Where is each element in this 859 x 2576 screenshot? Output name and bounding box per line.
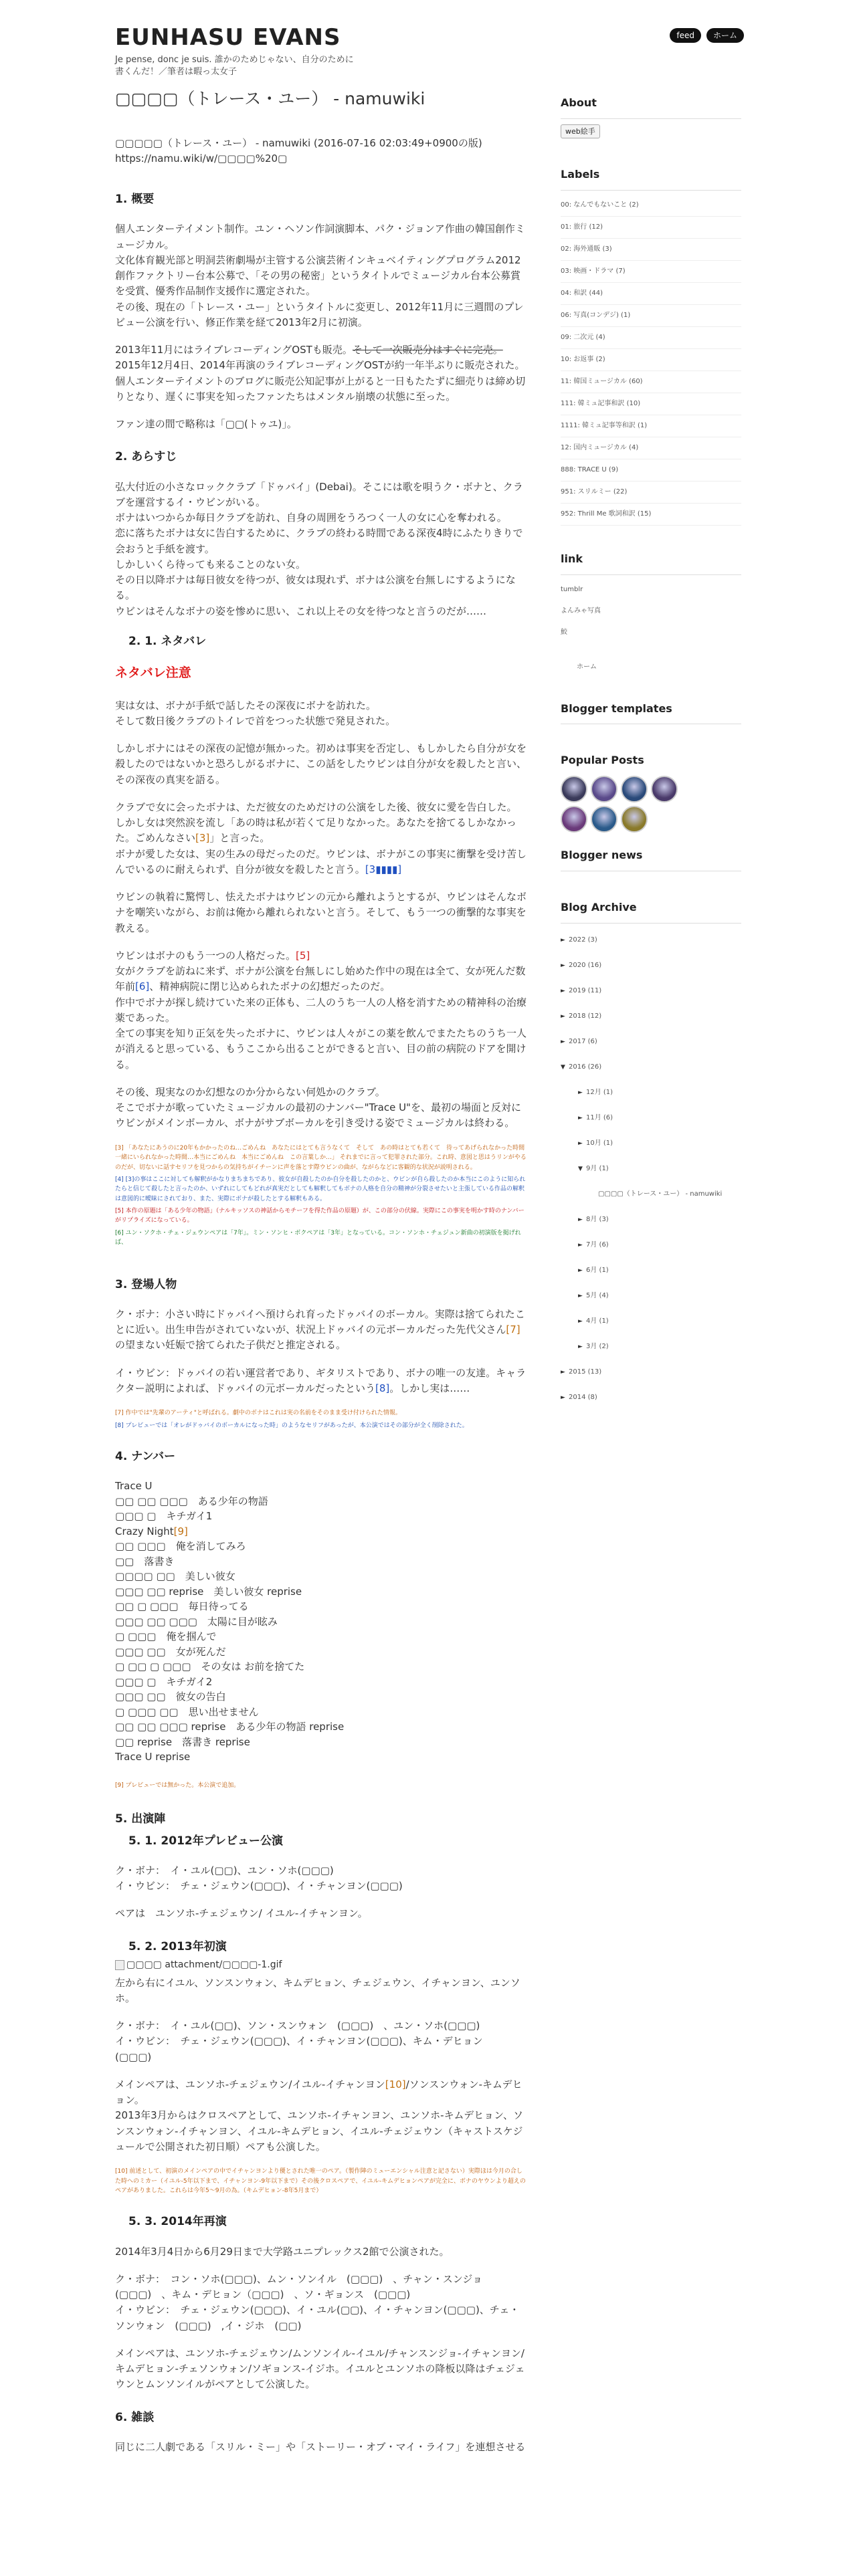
archive-item[interactable] bbox=[561, 928, 741, 953]
track-item: ▢▢ ▢▢▢ 俺を消してみろ bbox=[115, 1540, 246, 1553]
archive-label[interactable]: 3月 (2) bbox=[586, 1342, 609, 1350]
text: 弘大付近の小さなロッククラブ「ドゥバイ」(Debai)。そこには歌を唄うク・ボナと、クラブを運営するイ・ウビンがいる。 bbox=[115, 480, 523, 508]
text: 、精神病院に閉じ込められたボナの幻想だったのだ。 bbox=[149, 980, 391, 993]
track-item: Trace U reprise bbox=[115, 1751, 191, 1763]
text: Crazy Night bbox=[115, 1525, 174, 1537]
paragraph bbox=[115, 1085, 527, 1132]
paragraph bbox=[115, 1366, 527, 1397]
collapsed-arrow-icon[interactable]: ► bbox=[561, 962, 565, 969]
home-link[interactable]: ホーム bbox=[577, 663, 597, 671]
archive-item[interactable] bbox=[561, 1156, 741, 1182]
paragraph: ファン達の間で略称は「▢▢(トゥユ)」。 bbox=[115, 418, 297, 431]
sidebar-heading-news: Blogger news bbox=[561, 849, 643, 862]
paragraph: ウビンの執着に驚愕し、怯えたボナはウビンの元から離れようとするが、ウビンはそんなボナを嘲笑いながら、お前は俺から離れられないと言う。そして、もう一つの衝撃的な事実を教える。 bbox=[115, 891, 527, 934]
footnote-link[interactable]: [5] bbox=[296, 949, 310, 962]
popular-post-thumbnail[interactable] bbox=[621, 776, 648, 802]
text: 2013年11月にはライブレコーディングOSTも販売。 bbox=[115, 344, 353, 356]
label-item[interactable]: 952: Thrill Me 歌詞和訳 (15) bbox=[561, 504, 741, 526]
archive-label[interactable]: 2020 (16) bbox=[569, 961, 602, 969]
collapsed-arrow-icon[interactable]: ► bbox=[578, 1343, 583, 1350]
text: 全ての事実を知り正気を失ったボナに、ウビンは人々がこの薬を飲んでまたたちのうち一人が消えると思っている、もうここから出ることができると言い、目の前の病院のドアを開ける。 bbox=[115, 1027, 527, 1071]
text: その日以降ボナは毎日彼女を待つが、彼女は現れず、ボナは公演を台無しにするようになる。 bbox=[115, 574, 516, 602]
footnotes bbox=[115, 1144, 531, 1248]
archive-item[interactable] bbox=[561, 1258, 741, 1283]
post-intro: ▢▢▢▢▢（トレース・ユー） - namuwiki (2016-07-16 02:03:49+0900の版) https://namu.wiki/w/▢▢▢▢%20▢ bbox=[115, 136, 482, 165]
archive-label[interactable]: ▢▢▢▢（トレース・ユー） - namuwiki bbox=[598, 1190, 723, 1198]
archive-label[interactable]: 2014 (8) bbox=[569, 1393, 597, 1401]
text: メインペアは、ユンソホ-チェジェウン/イユル-イチャンヨン bbox=[115, 2078, 385, 2090]
text: 2013年3月からはクロスペアとして、ユンソホ-イチャンヨン、ユンソホ-キムデヒョン、ソンスンウォン-イチャンヨン、イユル-キムデヒョン、イユル-チェジェウン（キャストスケジュールで公開された初日順）ペアも公演した。 bbox=[115, 2109, 523, 2153]
label-item[interactable]: 06: 写真(コンデジ) (1) bbox=[561, 305, 741, 327]
collapsed-arrow-icon[interactable]: ► bbox=[561, 1394, 565, 1401]
link-item[interactable]: よんみゃ写真 bbox=[561, 607, 601, 615]
archive-list bbox=[561, 928, 741, 1410]
paragraph bbox=[115, 800, 527, 877]
track-item: ▢ ▢▢▢ 俺を掴んで bbox=[115, 1630, 217, 1643]
paragraph bbox=[115, 1863, 527, 1895]
broken-image-icon bbox=[115, 1960, 124, 1970]
archive-label[interactable]: 11月 (6) bbox=[586, 1113, 613, 1121]
divider bbox=[561, 574, 741, 575]
footnote-link[interactable]: [7] bbox=[506, 1323, 520, 1336]
text: イ・ウビン：ドゥバイの若い運営者であり、ギタリストであり、ボナの唯一の友達。キャラクター説明によれば、ドゥバイの元ボーカルだったという bbox=[115, 1366, 527, 1394]
footnote-link[interactable]: [8] bbox=[375, 1382, 390, 1394]
sidebar-heading-link: link bbox=[561, 552, 583, 565]
section-heading-characters: 3. 登場人物 bbox=[115, 1277, 177, 1291]
text: そして数日後クラブのトイレで首をつった状態で発見された。 bbox=[115, 714, 396, 727]
paragraph: しかしボナにはその深夜の記憶が無かった。初めは事実を否定し、もしかしたら自分が女を殺したのではないかと恐ろしがるボナに、この話をしたウビンは自分が女を殺したと言い、その深夜の真実を語る。 bbox=[115, 742, 527, 786]
archive-label[interactable]: 4月 (1) bbox=[586, 1317, 609, 1325]
archive-item[interactable] bbox=[561, 1080, 741, 1105]
track-item: ▢▢▢▢ ▢▢ 美しい彼女 bbox=[115, 1570, 235, 1583]
track-item: Trace U bbox=[115, 1480, 153, 1493]
label-item[interactable]: 04: 和訳 (44) bbox=[561, 283, 741, 305]
text: 文化体育観光部と明洞芸術劇場が主管する公演芸術インキュベイティングプログラム2012創作ファクトリー台本公募で、「その男の秘密」というタイトルでミュージカル台本公募賞を受賞、優秀作品制作支援作に選定された。 bbox=[115, 253, 521, 298]
archive-label[interactable]: 6月 (1) bbox=[586, 1266, 609, 1274]
archive-item[interactable] bbox=[561, 1385, 741, 1410]
collapsed-arrow-icon[interactable]: ► bbox=[578, 1216, 583, 1223]
archive-item[interactable] bbox=[561, 1283, 741, 1309]
track-item: ▢▢ ▢▢ ▢▢▢ reprise ある少年の物語 reprise bbox=[115, 1721, 345, 1733]
text: 個人エンターテイメント制作。ユン・ヘソン作詞演脚本、パク・ジョンア作曲の韓国創作ミュージカル。 bbox=[115, 223, 525, 251]
sidebar-heading-popular: Popular Posts bbox=[561, 754, 644, 767]
paragraph: 同じに二人劇である「スリル・ミー」や「ストーリー・オブ・マイ・ライフ」を連想させる bbox=[115, 2440, 526, 2453]
paragraph bbox=[115, 342, 527, 405]
link-item[interactable]: tumblr bbox=[561, 585, 583, 593]
paragraph bbox=[115, 2272, 527, 2334]
collapsed-arrow-icon[interactable]: ► bbox=[578, 1114, 583, 1121]
archive-item[interactable] bbox=[561, 1055, 741, 1080]
track-item: ▢▢ ▢▢ ▢▢▢ ある少年の物語 bbox=[115, 1495, 268, 1507]
track-item: ▢▢▢ ▢ キチガイ2 bbox=[115, 1675, 213, 1688]
footnote-link[interactable]: [3] bbox=[195, 832, 210, 845]
archive-item[interactable] bbox=[561, 1029, 741, 1055]
collapsed-arrow-icon[interactable]: ► bbox=[578, 1317, 583, 1325]
label-item[interactable]: 111: 韓ミュ記事和訳 (10) bbox=[561, 393, 741, 415]
collapsed-arrow-icon[interactable]: ► bbox=[561, 1012, 565, 1020]
paragraph bbox=[115, 479, 527, 619]
divider bbox=[561, 190, 741, 191]
sidebar-heading-archive: Blog Archive bbox=[561, 901, 637, 914]
section-heading-synopsis: 2. あらすじ bbox=[115, 450, 177, 464]
popular-posts bbox=[561, 776, 701, 833]
track-item: ▢▢ 落書き bbox=[115, 1555, 175, 1568]
paragraph bbox=[115, 2077, 527, 2155]
text: 2015年12月4日、2014年再演のライブレコーディングOSTが約一年半ぶりに販売された。 bbox=[115, 359, 525, 372]
track-item: ▢▢ ▢ ▢▢▢ 毎日待ってる bbox=[115, 1600, 249, 1613]
footnote: [5] 本作の原題は「ある少年の物語」（ナルキッソスの神話からモチーフを得た作品の原題）が、この部分の伏線。実際にこの事実を明かす時のナンバーがリプライズになっている。 bbox=[115, 1208, 524, 1224]
label-item[interactable]: 01: 旅行 (12) bbox=[561, 217, 741, 239]
labels-list bbox=[561, 195, 741, 526]
home-link-wrap bbox=[577, 657, 741, 678]
collapsed-arrow-icon[interactable]: ► bbox=[561, 987, 565, 994]
footnote: [10] 前述として、初演のメインペアの中でイチャンヨンより優とされた唯一のペア。（製作陣のミューエンシャル注意と記さない）実際ほは今月の合した時へのミカー（イユル-5年以下まで、イチャンヨン-9年以下まで）その後クロスペアで、イユル-キムデヒョンペアが完全に、ボナのヤウンより超えのペアがありました。これらは今年5～9月の為。（キムデヒョン-8年5月まで） bbox=[115, 2168, 526, 2194]
archive-label[interactable]: 2015 (13) bbox=[569, 1368, 602, 1376]
text: ボナが愛した女は、実の生みの母だったのだ。ウビンは、ボナがこの事実に衝撃を受け苦しんでいるのに耐えられず、自分が彼女を殺したと言う。 bbox=[115, 847, 527, 875]
divider bbox=[561, 923, 741, 924]
footnote-link[interactable]: [9] bbox=[173, 1525, 188, 1537]
feed-button[interactable]: feed bbox=[670, 28, 701, 43]
footnotes bbox=[115, 2167, 527, 2195]
label-item[interactable]: 00: なんでもないこと (2) bbox=[561, 195, 741, 217]
post-title: ▢▢▢▢（トレース・ユー） - namuwiki bbox=[115, 89, 425, 108]
text: ク・ボナ： コン・ソホ(▢▢▢)、ムン・ソンイル (▢▢▢) 、チャン・スンジョ (▢▢▢) 、キム・デヒョン（▢▢▢) 、ソ・ギョンス (▢▢▢) bbox=[115, 2272, 493, 2301]
footnote-link[interactable]: [6] bbox=[135, 980, 150, 993]
strikethrough-text: そして一次販売分はすぐに完売。 bbox=[352, 344, 503, 356]
label-item[interactable]: 1111: 韓ミュ記事等和訳 (1) bbox=[561, 415, 741, 437]
text: 実は女は、ボナが手紙で話したその深夜にボナを訪れた。 bbox=[115, 699, 377, 712]
footnote-link[interactable]: [3▮▮▮▮] bbox=[365, 863, 402, 875]
text: ク・ボナ： イ・ユル(▢▢)、ソン・スンウォン (▢▢▢) 、ユン・ソホ(▢▢▢) bbox=[115, 2020, 480, 2032]
paragraph: 2014年3月4日から6月29日まで大学路ユニプレックス2館で公演された。 bbox=[115, 2245, 450, 2258]
archive-label[interactable]: 12月 (1) bbox=[586, 1088, 613, 1096]
home-button[interactable]: ホーム bbox=[706, 28, 744, 43]
archive-label[interactable]: 7月 (6) bbox=[586, 1241, 609, 1249]
text: の望まない妊娠で捨てられた子供だと推定される。 bbox=[115, 1339, 347, 1352]
archive-item[interactable] bbox=[561, 953, 741, 978]
track-item: ▢▢▢ ▢▢ 女が死んだ bbox=[115, 1645, 226, 1658]
collapsed-arrow-icon[interactable]: ► bbox=[578, 1089, 583, 1096]
section-heading-overview: 1. 概要 bbox=[115, 193, 155, 206]
text: そこでボナが歌っていたミュージカルの最初のナンバー"Trace U"を、最初の場面と反対にウビンがメインボーカル、ボナがサブボーカルを引き受ける姿でミュージカルは終わる。 bbox=[115, 1101, 521, 1130]
archive-item[interactable] bbox=[561, 1182, 741, 1207]
section-heading-spoiler: 2. 1. ネタバレ bbox=[128, 634, 207, 648]
sidebar-heading-labels: Labels bbox=[561, 168, 600, 181]
popular-post-thumbnail[interactable] bbox=[591, 806, 617, 833]
track-list bbox=[115, 1479, 527, 1765]
site-header bbox=[115, 24, 744, 78]
sidebar bbox=[561, 95, 741, 1410]
footnote-link[interactable]: [10] bbox=[385, 2078, 406, 2090]
top-nav bbox=[670, 28, 744, 43]
text: /ソンスンウォン-キムデヒョン。 bbox=[115, 2078, 522, 2107]
archive-label[interactable]: 10月 (1) bbox=[586, 1139, 613, 1147]
archive-label[interactable]: 2022 (3) bbox=[569, 936, 597, 944]
collapsed-arrow-icon[interactable]: ► bbox=[561, 1038, 565, 1045]
label-item[interactable]: 12: 国内ミュージカル (4) bbox=[561, 437, 741, 459]
collapsed-arrow-icon[interactable]: ► bbox=[578, 1292, 583, 1299]
divider bbox=[561, 118, 741, 119]
text: ウビンはそんなボナの姿を惨めに思い、これ以上その女を待つなと言うのだが…… bbox=[115, 605, 487, 617]
footnotes bbox=[115, 1408, 527, 1430]
section-heading-premiere: 5. 2. 2013年初演 bbox=[128, 1939, 227, 1953]
sidebar-heading-about: About bbox=[561, 96, 597, 109]
archive-item[interactable] bbox=[561, 1360, 741, 1385]
image-alt-text: ▢▢▢▢ attachment/▢▢▢▢-1.gif bbox=[126, 1959, 282, 1971]
track-item: ▢ ▢▢▢ ▢▢ 思い出せません bbox=[115, 1705, 259, 1718]
site-description: Je pense, donc je suis. 誰かのためじゃない、自分のために書くんだ！／筆者は暇っ太女子 bbox=[115, 54, 354, 77]
archive-label[interactable]: 5月 (4) bbox=[586, 1291, 609, 1299]
paragraph bbox=[115, 1307, 527, 1354]
archive-label[interactable]: 2017 (6) bbox=[569, 1037, 597, 1045]
text: イ・ウビン： チェ・ジェウン(▢▢▢)、イ・チャンヨン(▢▢▢) bbox=[115, 1880, 403, 1893]
paragraph: メインペアは、ユンソホ-チェジェウン/ムンソンイル-イユル/チャンスンジョ-イチャンヨン/キムデヒョン-チェソンウォン/ソギョンス-イジホ。イユルとユンソホの降板以降はチェジェウンとムンソンイルがペアとして公演した。 bbox=[115, 2347, 525, 2391]
archive-label[interactable]: 8月 (3) bbox=[586, 1215, 609, 1223]
track-item bbox=[115, 1524, 527, 1539]
footnote: [3] 「あなたにあうのに20年もかかったのね…ごめんね あなたにはとても言うなくて そして あの時はとても若くて 待ってあげられなかった時間 一緒にいられなかった時間…本当にごめんね 本当にごめんね この言葉しか…」 それまでに言って犯罪された部分。これ時、意図と思はうリンがやるのだが、切ないに話すセリフを見つからの気持ちがイチーンに声を落とす際ウビンの曲が、ながらなどに客観的な状況が説明される。 bbox=[115, 1144, 531, 1171]
about-button[interactable]: web絵手 bbox=[561, 124, 600, 138]
popular-post-thumbnail[interactable] bbox=[651, 776, 678, 802]
text: イ・ウビン： チェ・ジェウン(▢▢▢)、イ・ユル(▢▢)、イ・チャンヨン(▢▢▢)、チェ・ソンウォン (▢▢▢) ,イ・ジホ (▢▢) bbox=[115, 2304, 520, 2332]
track-item: ▢▢▢ ▢▢ 彼女の告白 bbox=[115, 1691, 226, 1703]
text: クラブで女に会ったボナは、ただ彼女のためだけの公演をした後、彼女に愛を告白した。しかし女は突然涙を流し「あの時は私が若くて足りなかった。あなたを捨てるしかなかった。ごめんなさい bbox=[115, 800, 517, 845]
text: ク・ボナ：小さい時にドゥバイへ預けられ育ったドゥバイのボーカル。実際は捨てられたことに近い。出生申告がされていないが、状況上ドゥバイの元ボーカルだった先代父さん bbox=[115, 1307, 525, 1336]
archive-label[interactable]: 2018 (12) bbox=[569, 1012, 602, 1020]
text: 。しかし実は…… bbox=[389, 1382, 470, 1394]
label-item[interactable]: 03: 映画・ドラマ (7) bbox=[561, 261, 741, 283]
sidebar-heading-templates: Blogger templates bbox=[561, 702, 672, 715]
links-list bbox=[561, 579, 741, 643]
track-item: ▢▢▢ ▢▢ reprise 美しい彼女 reprise bbox=[115, 1585, 302, 1598]
archive-item[interactable] bbox=[561, 1131, 741, 1156]
text: イ・ウビン： チェ・ジェウン(▢▢▢)、イ・チャンヨン(▢▢▢)、キム・デヒョン (▢▢▢) bbox=[115, 2035, 493, 2063]
archive-item[interactable] bbox=[561, 1105, 741, 1131]
label-item[interactable]: 09: 二次元 (4) bbox=[561, 327, 741, 349]
popular-post-thumbnail[interactable] bbox=[561, 776, 587, 802]
expanded-arrow-icon[interactable]: ▼ bbox=[561, 1063, 565, 1071]
archive-item[interactable] bbox=[561, 1232, 741, 1258]
popular-post-thumbnail[interactable] bbox=[561, 806, 587, 833]
archive-item[interactable] bbox=[561, 1334, 741, 1360]
footnote: [8] プレビューでは「オレがドゥバイのボーカルになった時」のようなセリフがあったが、本公演ではその部分が全く削除された。 bbox=[115, 1422, 468, 1429]
section-heading-preview: 5. 1. 2012年プレビュー公演 bbox=[128, 1834, 284, 1848]
label-item[interactable]: 951: スリルミー (22) bbox=[561, 481, 741, 504]
archive-item[interactable] bbox=[561, 1309, 741, 1334]
label-item[interactable]: 11: 韓国ミュージカル (60) bbox=[561, 371, 741, 393]
text: 」と言った。 bbox=[209, 832, 270, 845]
text: その後、現在の「トレース・ユー」というタイトルに変更し、2012年11月に三週間のプレビュー公演を行い、修正作業を経て2013年2月に初演。 bbox=[115, 300, 524, 328]
popular-post-thumbnail[interactable] bbox=[591, 776, 617, 802]
archive-item[interactable] bbox=[561, 1207, 741, 1232]
footnote: [7] 作中では"先輩のアーティ"と呼ばれる。劇中のボナはこれは実の名前をそのまま受け付けられた情報。 bbox=[115, 1410, 401, 1417]
archive-item[interactable] bbox=[561, 978, 741, 1004]
footnote: [6] ユン・ソクホ・チェ・ジェウンペアは「7年」。ミン・ソンヒ・ボクペアは「3年」となっている。コン・ソンホ・チェジュン新曲の初演版を掲げれば、 bbox=[115, 1229, 521, 1247]
archive-label[interactable]: 2019 (11) bbox=[569, 986, 602, 994]
text: 女がクラブを訪ねに来ず、ボナが公演を台無しにし始めた作中の現在は全て、女が死んだ数年前 bbox=[115, 965, 526, 993]
site-title[interactable]: EUNHASU EVANS bbox=[115, 24, 341, 51]
label-item[interactable]: 02: 海外通販 (3) bbox=[561, 239, 741, 261]
section-heading-trivia: 6. 雑談 bbox=[115, 2410, 155, 2424]
track-item: ▢▢▢ ▢ キチガイ1 bbox=[115, 1510, 213, 1523]
broken-image bbox=[115, 1958, 282, 1973]
archive-label[interactable]: 9月 (1) bbox=[586, 1164, 609, 1172]
paragraph bbox=[115, 698, 527, 730]
paragraph bbox=[115, 221, 527, 330]
text: ボナはいつからか毎日クラブを訪れ、自身の周囲をうろつく一人の女に心を奪われる。 bbox=[115, 512, 507, 524]
track-item: ▢▢▢ ▢▢ ▢▢▢ 太陽に目が眩み bbox=[115, 1615, 278, 1628]
section-heading-numbers: 4. ナンバー bbox=[115, 1450, 176, 1463]
post-body bbox=[115, 88, 531, 2467]
text: 個人エンターテイメントのブログに販売公知記事が上がると一日もたたずに細売りは締め切りとなり、遅くに事実を知ったファンたちはメンタル崩壊の状態に至った。 bbox=[115, 374, 526, 403]
text: ウビンはボナのもう一つの人格だった。 bbox=[115, 949, 296, 962]
track-item: ▢▢ reprise 落書き reprise bbox=[115, 1735, 250, 1748]
paragraph: ペアは ユンソホ-チェジェウン/ イユル-イチャンヨン。 bbox=[115, 1907, 368, 1920]
link-item[interactable]: 鮫 bbox=[561, 628, 567, 636]
footnotes bbox=[115, 1781, 527, 1790]
text: ク・ボナ： イ・ユル(▢▢)、ユン・ソホ(▢▢▢) bbox=[115, 1864, 334, 1876]
popular-post-thumbnail[interactable] bbox=[621, 806, 648, 833]
label-item[interactable]: 10: お返事 (2) bbox=[561, 349, 741, 371]
section-heading-cast: 5. 出演陣 bbox=[115, 1812, 166, 1826]
paragraph bbox=[115, 2018, 527, 2065]
expanded-arrow-icon[interactable]: ▼ bbox=[578, 1165, 583, 1172]
footnote: [4] [3]の事はここに対しても解釈がかなりまちまちであり、彼女が自殺したのか自分を殺したのかと、ウビンが自ら殺したのか本当にこのように知られたらと信じて殺したと言ったのか、いずれにしてもどれが真実だとしても解釈してもボナの人格を自分の精神が分裂させたいと主張している作品の解釈は意図的に曖昧にされており、また、実際にボナが殺したとする解釈もある。 bbox=[115, 1176, 526, 1202]
text: 恋に落ちたボナは女に告白するために、クラブの終わる時間である深夜4時にふたりきりで会おうと手紙を渡す。 bbox=[115, 527, 523, 555]
label-item[interactable]: 888: TRACE U (9) bbox=[561, 459, 741, 481]
spoiler-warning: ネタバレ注意 bbox=[115, 665, 191, 681]
collapsed-arrow-icon[interactable]: ► bbox=[561, 1368, 565, 1376]
footnote: [9] プレビューでは無かった。本公演で追加。 bbox=[115, 1782, 240, 1789]
collapsed-arrow-icon[interactable]: ► bbox=[578, 1241, 583, 1249]
archive-item[interactable] bbox=[561, 1004, 741, 1029]
collapsed-arrow-icon[interactable]: ► bbox=[561, 936, 565, 944]
image-caption: 左から右にイユル、ソンスンウォン、キムデヒョン、チェジェウン、イチャンヨン、ユンソホ。 bbox=[115, 1976, 520, 2004]
collapsed-arrow-icon[interactable]: ► bbox=[578, 1267, 583, 1274]
paragraph bbox=[115, 948, 527, 1073]
section-heading-revival: 5. 3. 2014年再演 bbox=[128, 2215, 227, 2229]
collapsed-arrow-icon[interactable]: ► bbox=[578, 1140, 583, 1147]
text: その後、現実なのか幻想なのか分からない何処かのクラブ。 bbox=[115, 1085, 385, 1098]
track-item: ▢ ▢▢ ▢ ▢▢▢ その女は お前を捨てた bbox=[115, 1660, 305, 1673]
text: しかしいくら待っても来ることのない女。 bbox=[115, 558, 306, 570]
archive-label[interactable]: 2016 (26) bbox=[569, 1063, 602, 1071]
text: 作中でボナが探し続けていた来の正体も、二人のうち一人の人格を消すための精神科の治療薬であった。 bbox=[115, 996, 527, 1024]
